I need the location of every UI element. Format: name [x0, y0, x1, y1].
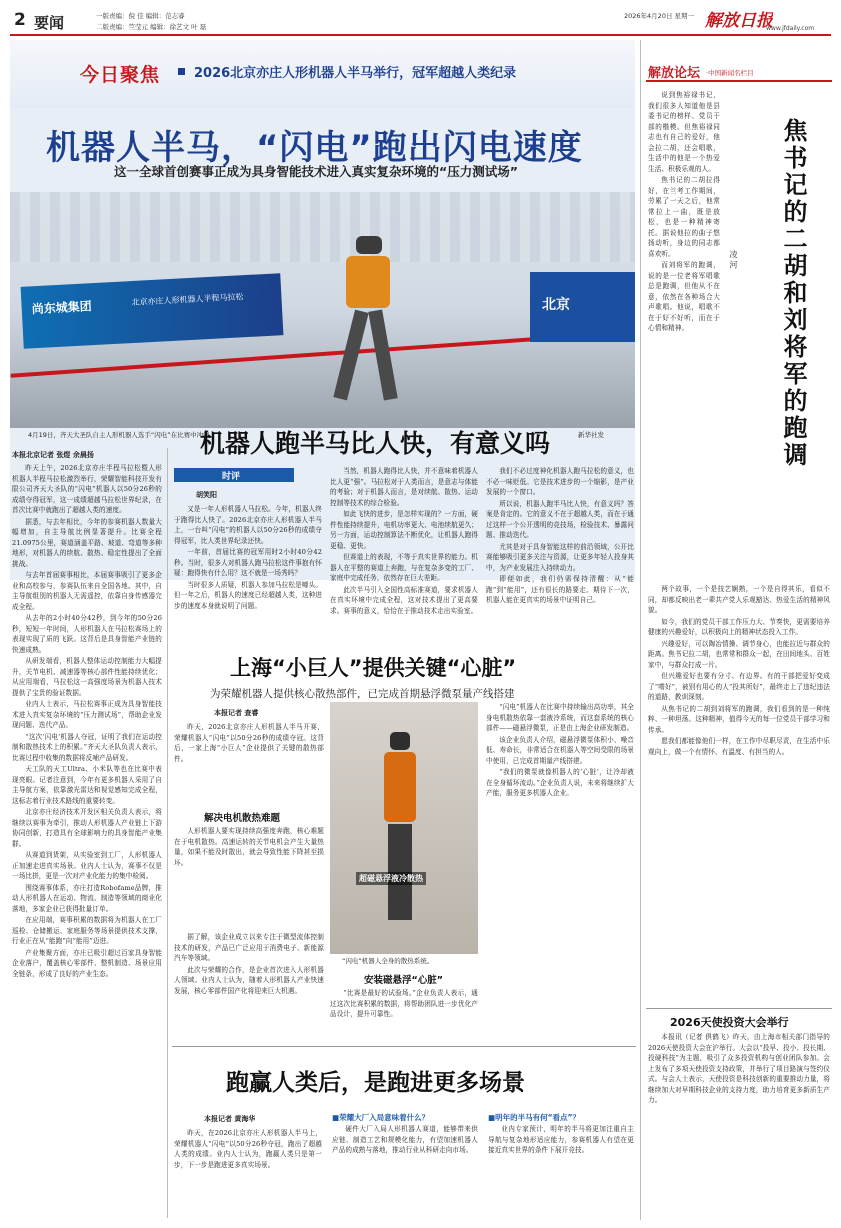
company-subheadline: 为荣耀机器人提供核心散热部件，已完成首期悬浮微泵量产线搭建	[210, 688, 515, 700]
news-paragraph: 本报讯（记者 俱鹤飞）昨天，由上海市相关部门指导的2026天使投资大会在沪举行。大会以“投早、投小、投长期、投硬科技”为主题，吸引了众多投资机构与创业团队参加。会上发布了多项天使投资支持政策，并举行了项目路演与签约仪式。与会人士表示，天使投资是科技创新的重要推动力量，将继续加大对早期科技企业的支持力度，助力培育更多新质生产力。	[648, 1033, 830, 1104]
lead-paragraph: 从研发端看，机器人整体运动控制能力大幅提升，关节电机、减速器等核心部件性能持续优化；从应用端看，马拉松这一高强度场景为机器人技术提供了宝贵的验证数据。	[12, 657, 162, 697]
commentary-paragraph: 一年前，首届比赛的冠军用时2小时40分42秒。当时，很多人对机器人跑马拉松这件事抱有怀疑：跑得快有什么用？这不就是一场秀吗？	[174, 548, 322, 577]
race-sign: 北京亦庄人形机器人半程马拉松	[131, 292, 244, 308]
bottom-col-1	[174, 1128, 322, 1220]
company-paragraph: 昨天，2026北京亦庄人形机器人半马开赛，荣耀机器人“闪电”以50分26秒的成绩夺冠。这背后，一家上海“小巨人”企业提供了关键的散热部件。	[174, 723, 324, 763]
robot-runner	[328, 232, 408, 412]
sidebar-paragraph: 如今，我们的党员干部工作压力大、节奏快，更需要培养健康的兴趣爱好，以积极向上的精神状态投入工作。	[648, 617, 830, 636]
company-photo	[330, 702, 478, 954]
company-paragraph: 人形机器人要实现持续高强度奔跑，核心难题在于电机散热。高速运转的关节电机会产生大量热量，如果不能及时散出，就会导致性能下降甚至损坏。	[174, 827, 324, 867]
commentary-col-3	[486, 466, 634, 624]
sidebar-paragraph: 但兴趣爱好也要有分寸、有边界。有的干部把爱好变成了“嗜好”，被别有用心的人“投其所好”，最终走上了违纪违法的道路，教训深刻。	[648, 672, 830, 701]
news-rule	[646, 1008, 832, 1009]
commentary-paragraph: 又是一年人形机器人马拉松。今年，机器人终于跑得比人快了。2026北京亦庄人形机器人半马上，一台叫“闪电”的机器人以50分26秒的成绩夺得冠军，比人类世界纪录还快。	[174, 505, 322, 545]
box1-body	[332, 1124, 478, 1220]
company-paragraph: “我们的微泵就像机器人的‘心脏’，让冷却液在全身循环流动。”企业负责人说，未来将继续扩大产能，服务更多机器人企业。	[486, 768, 634, 797]
lead-paragraph: 北京亦庄经济技术开发区相关负责人表示，将继续以赛事为牵引，推动人形机器人产业链上下游协同创新，打造具有全球影响力的具身智能产业集群。	[12, 808, 162, 848]
banner-square-icon	[178, 68, 185, 75]
commentary-tag	[174, 468, 294, 482]
company-paragraph: 该企业负责人介绍，磁悬浮微泵体积小、噪音低、寿命长，非常适合在机器人等空间受限的场景中使用，已完成首期量产线搭建。	[486, 735, 634, 765]
company-subhead-1: 解决电机散热难题	[204, 813, 281, 824]
sidebar-paragraph: 从焦书记的二胡到刘将军的跑调，我们看到的是一种纯粹、一种坦荡。这种精神，值得今天的每一位党员干部学习和传承。	[648, 704, 830, 734]
company-byline: 本报记者 查睿	[214, 709, 259, 717]
sidebar-body-top	[648, 90, 720, 580]
commentary-paragraph: 尤其是对于具身智能这样的前沿领域，公开比赛能够吸引更多关注与资源，让更多年轻人投身其中，为产业发展注入持续动力。	[486, 542, 634, 572]
photo-credit: 新华社发	[578, 431, 604, 439]
lead-paragraph: 与去年首届赛事相比，本届赛事吸引了更多企业和高校参与，参赛队伍来自全国各地。其中，自主导航组别的机器人无需遥控，依靠自身传感器完成全程。	[12, 571, 162, 611]
robot-silhouette-head	[390, 732, 410, 750]
company-col-3	[174, 932, 324, 1042]
box1-paragraph: 硬件大厂入局人形机器人赛道，能够带来供应链、制造工艺和规模化能力，有望加速机器人产品的成熟与落地，推动行业从科研走向市场。	[332, 1125, 478, 1154]
column-title: 解放论坛	[648, 66, 701, 81]
commentary-col-1	[174, 504, 322, 624]
sidebar-header	[646, 62, 832, 82]
lead-paragraph: 产业集聚方面，亦庄已吸引超过百家具身智能企业落户，覆盖核心零部件、整机制造、场景应用全链条，形成了良好的产业生态。	[12, 948, 162, 978]
sub-headline: 这一全球首创赛事正成为具身智能技术进入真实复杂环境的“压力测试场”	[114, 164, 518, 179]
commentary-col-2	[330, 466, 478, 624]
box2-title: ■明年的半马有何“看点”？	[488, 1113, 580, 1122]
company-col-4	[330, 988, 478, 1042]
box2-paragraph: 业内专家预计，明年的半马将更加注重自主导航与复杂地形适应能力，参赛机器人有望在更接近真实世界的条件下展开竞技。	[488, 1125, 634, 1154]
company-paragraph: “闪电”机器人在比赛中持续输出高功率，其全身电机散热依靠一套液冷系统，而这套系统的核心部件——磁悬浮微泵，正是由上海企业研发制造。	[486, 703, 634, 732]
sidebar-paragraph: 说到焦裕禄书记，我们很多人知道他是县委书记的榜样、党员干部的楷模。但焦裕禄同志也有自己的爱好，他会拉二胡，还会唱歌，生活中的他是一个热爱生活、积极乐观的人。	[648, 91, 720, 173]
commentary-author: 胡笑阳	[196, 491, 217, 499]
sidebar-headline: 焦书记的二胡和刘将军的跑调	[779, 118, 807, 469]
photo-caption: 4月19日，齐天大圣队自主人形机器人选手“闪电”在比赛中冲线。	[28, 431, 217, 439]
company-paragraph: 据了解，该企业成立以来专注于微型流体控制技术的研发，产品已广泛应用于消费电子、新能源汽车等领域。	[174, 933, 324, 962]
editors-line-1: 一版责编：倪 佳 编辑：范志睿	[96, 12, 185, 20]
commentary-paragraph: 当时很多人质疑，机器人参加马拉松是噱头。但一年之后，机器人的速度已经超越人类，这种进步的速度本身就说明了问题。	[174, 580, 322, 610]
banner-topic: 2026北京亦庄人形机器人半马举行，冠军超越人类纪录	[194, 66, 517, 81]
news-headline: 2026天使投资大会举行	[670, 1016, 789, 1029]
commentary-paragraph: 此次半马引入全国性高标准赛道，要求机器人在真实环境中完成全程，这对技术提出了更高要求。赛事的意义，恰恰在于推动技术走出实验室。	[330, 585, 478, 615]
robot-leg-right	[368, 309, 397, 400]
lead-paragraph: 从赛道到货架，从实验室到工厂，人形机器人正加速走进真实场景。业内人士认为，赛事不仅是一场比拼，更是一次对产业化能力的集中检阅。	[12, 851, 162, 880]
robot-leg-left	[333, 310, 368, 401]
main-headline: 机器人半马，“闪电”跑出闪电速度	[46, 128, 583, 168]
bottom-byline: 本报记者 黄海华	[204, 1115, 256, 1123]
robot-torso	[346, 256, 390, 308]
lead-paragraph: 天工队的天工Ultra、小米队等也在比赛中表现亮眼。记者注意到，今年有更多机器人采用了自主导航方案，依靠激光雷达和视觉感知完成全程，这标志着行业技术路线的重要转变。	[12, 765, 162, 805]
column-subtitle: ·中国新闻名栏目	[706, 69, 754, 77]
bottom-headline: 跑赢人类后，是跑进更多场景	[226, 1070, 525, 1096]
lead-paragraph: 在应用端，赛事积累的数据将为机器人在工厂巡检、仓储搬运、家庭服务等场景提供技术支撑，行业正在从“能跑”向“能用”迈进。	[12, 916, 162, 945]
column-divider	[167, 448, 168, 1218]
sponsor-sign: 尚东城集团	[31, 299, 93, 317]
commentary-paragraph: 但赛道上的表现，不等于真实世界的能力。机器人在平整的赛道上奔跑，与在复杂多变的工厂、家庭中完成任务，依然存在巨大差距。	[330, 553, 478, 582]
sidebar-paragraph: 焦书记的二胡拉得好，在兰考工作期间，劳累了一天之后，他常常拉上一曲，既是放松，也是一种精神寄托。据说他拉的曲子悠扬动听，身边的同志都喜欢听。	[648, 176, 720, 258]
paper-logo: 解放日报	[705, 11, 773, 31]
fence-sign: 北京	[542, 297, 570, 313]
lead-paragraph: 昨天上午，2026北京亦庄半程马拉松暨人形机器人半程马拉松激烈举行，荣耀智能科技开发有限公司齐天大圣队的“闪电”机器人以50分26秒的成绩夺得冠军，这一成绩超越马拉松世界纪录，在首次比赛中就跑出了超越人类的速度。	[12, 464, 162, 514]
company-paragraph: 此次与荣耀的合作，是企业首次进入人形机器人领域。业内人士认为，随着人形机器人产业快速发展，核心零部件国产化将迎来巨大机遇。	[174, 965, 324, 995]
sidebar-body	[648, 584, 830, 900]
sidebar-paragraph: 两个故事，一个是技艺娴熟，一个是自得其乐，看似不同，却都反映出老一辈共产党人乐观豁达、热爱生活的精神风貌。	[648, 585, 830, 614]
lead-byline: 本报北京记者 张煜 余晨扬	[12, 451, 94, 459]
news-body	[648, 1032, 830, 1220]
hero-photo	[10, 192, 635, 428]
commentary-tag-label: 时评	[222, 472, 241, 482]
robot-silhouette-body	[384, 752, 416, 822]
site-url: www.jfdaily.com	[766, 25, 815, 32]
commentary-headline: 机器人跑半马比人快，有意义吗	[200, 429, 551, 458]
issue-date: 2026年4月20日 星期一	[624, 12, 695, 20]
bottom-rule	[172, 1046, 636, 1047]
robot-silhouette	[380, 732, 420, 922]
lead-story-body	[12, 463, 162, 1218]
company-col-1b	[174, 826, 324, 930]
commentary-paragraph: 当然，机器人跑得比人快，并不意味着机器人比人更“强”。马拉松对于人类而言，是意志与体能的考验；对于机器人而言，是对续航、散热、运动控制等技术的综合检验。	[330, 467, 478, 507]
lead-paragraph: 从去年的2小时40分42秒，到今年的50分26秒，短短一年时间，人形机器人在马拉松赛场上的表现实现了质的飞跃。这背后是具身智能产业链的快速成熟。	[12, 614, 162, 654]
sidebar-paragraph: 而刘将军的跑调，说的是一位老将军唱歌总是跑调，但他从不在意，依然在各种场合大声歌唱。他说，唱歌不在于好不好听，而在于心情和精神。	[648, 261, 720, 332]
bottom-paragraph: 昨天，在2026北京亦庄人形机器人半马上，荣耀机器人“闪电”以50分26秒夺冠，跑出了超越人类的成绩。业内人士认为，跑赢人类只是第一步，下一步是跑进更多真实场景。	[174, 1129, 322, 1169]
box1-title: ■荣耀大厂入局意味着什么？	[332, 1113, 430, 1122]
company-subhead-2: 安装磁悬浮“心脏”	[364, 975, 443, 986]
section-name: 要闻	[34, 14, 65, 32]
sidebar-author: 凌 河	[729, 250, 738, 269]
sidebar-paragraph: 愿我们都能像他们一样，在工作中尽职尽责，在生活中乐观向上，做一个有情怀、有温度、有担当的人。	[648, 737, 830, 756]
robot-head	[356, 236, 382, 254]
page-number: 2	[14, 10, 26, 30]
today-focus-label: 今日聚焦	[80, 64, 161, 86]
lead-paragraph: 业内人士表示，马拉松赛事正成为具身智能技术进入真实复杂环境的“压力测试场”，帮助企业发现问题、迭代产品。	[12, 700, 162, 729]
lead-paragraph: 围绕赛事体系，亦庄打造Robofame品牌，推动人形机器人在运动、物流、制造等领域的商业化落地，多家企业已获得批量订单。	[12, 883, 162, 913]
company-headline: 上海“小巨人”提供关键“心脏”	[230, 656, 517, 680]
commentary-paragraph: 所以说，机器人跑半马比人快，有意义吗？答案是肯定的。它的意义不在于超越人类，而在于通过这样一个公开透明的竞技场，检验技术、暴露问题、推动迭代。	[486, 499, 634, 539]
editors-line-2: 二版责编：竺莹元 编辑：徐艺文 叶 磊	[96, 23, 207, 31]
masthead-rule	[10, 34, 831, 36]
commentary-paragraph: 如此飞快的进步，是怎样实现的？一方面，硬件性能持续提升，电机功率更大、电池续航更久；另一方面，运动控制算法不断优化，让机器人跑得更稳、更快。	[330, 510, 478, 550]
grandstand	[10, 192, 635, 262]
company-photo-caption: “闪电”机器人全身的散热系统。	[342, 957, 434, 965]
sidebar-paragraph: 兴趣爱好，可以陶冶情操、调节身心，也能拉近与群众的距离。焦书记拉二胡，也常常和群众一起，在田间地头、百姓家中，与群众打成一片。	[648, 639, 830, 669]
lead-paragraph: “这次‘闪电’机器人夺冠，证明了我们在运动控制和散热技术上的积累。”齐天大圣队负责人表示，比赛过程中收集的数据将反哺产品研发。	[12, 732, 162, 762]
photo-overlay-text: 超磁悬浮液冷散热	[356, 872, 426, 885]
lead-paragraph: 据悉，与去年相比，今年的参赛机器人数量大幅增加，自主导航比例显著提升。比赛全程21.0975公里，赛道涵盖平路、坡道、弯道等多种地形，对机器人的续航、散热、稳定性提出了全面挑战。	[12, 517, 162, 568]
sidebar-divider	[640, 40, 641, 1220]
box2-body	[488, 1124, 634, 1220]
commentary-paragraph: 我们不必过度神化机器人跑马拉松的意义，也不必一味贬低。它是技术进步的一个缩影，是产业发展的一个窗口。	[486, 467, 634, 496]
right-fence	[530, 272, 635, 342]
company-paragraph: “比赛是最好的试验场。”企业负责人表示，通过这次比赛积累的数据，将帮助团队进一步优化产品设计，提升可靠性。	[330, 989, 478, 1018]
company-col-2	[486, 702, 634, 962]
company-col-1	[174, 722, 324, 808]
finish-banner	[21, 273, 284, 349]
commentary-paragraph: 即便如此，我们仍需保持清醒：从“能跑”到“能用”，还有很长的路要走。期待下一次，机器人能在更真实的场景中证明自己。	[486, 575, 634, 604]
